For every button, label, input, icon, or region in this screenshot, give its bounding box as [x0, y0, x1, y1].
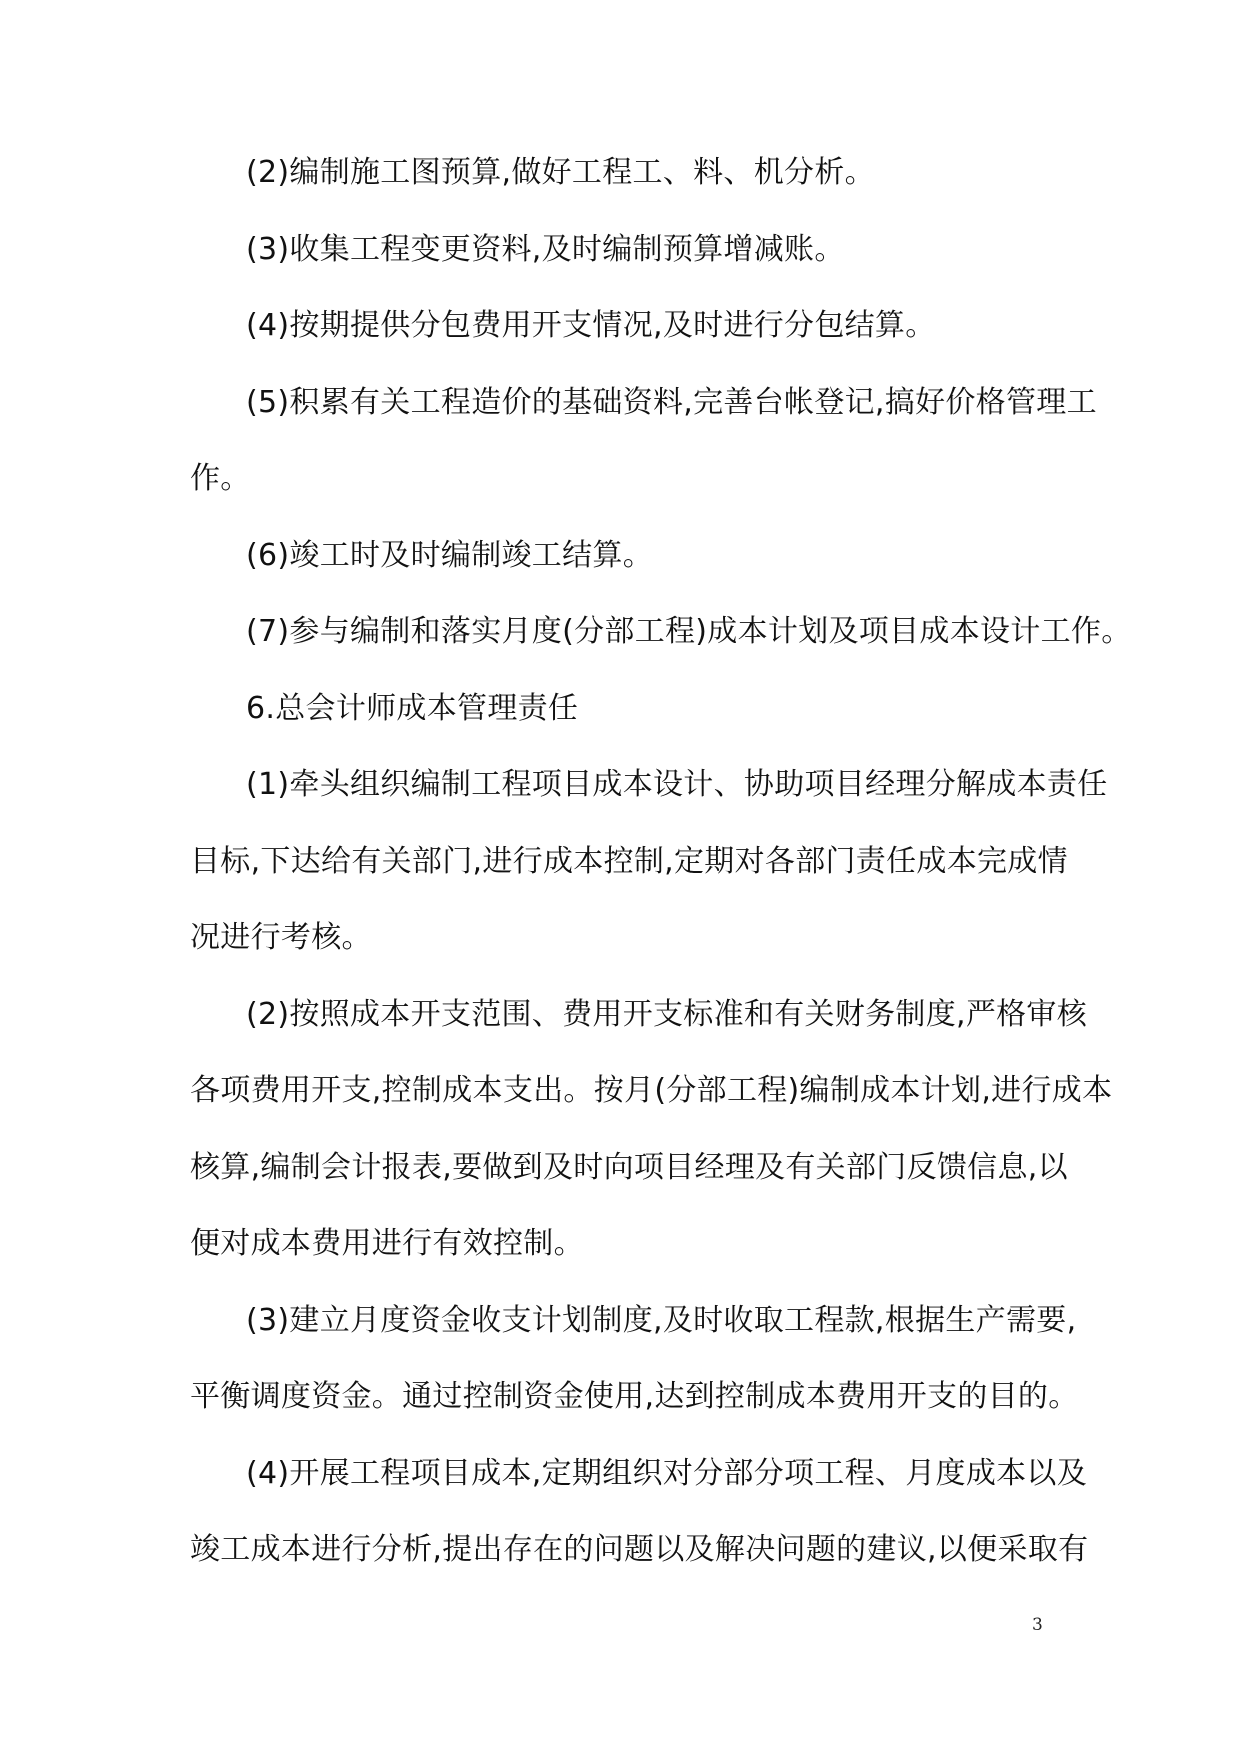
paragraph-line: 平衡调度资金。通过控制资金使用,达到控制成本费用开支的目的。 [190, 1379, 1079, 1414]
paragraph-line: 目标,下达给有关部门,进行成本控制,定期对各部门责任成本完成情 [190, 843, 1068, 879]
paragraph-line: (6)竣工时及时编制竣工结算。 [246, 537, 653, 573]
page-number: 3 [1032, 1615, 1043, 1635]
document-body [190, 145, 1132, 1599]
paragraph-line: (2)编制施工图预算,做好工程工、料、机分析。 [246, 155, 875, 190]
paragraph-line: 竣工成本进行分析,提出存在的问题以及解决问题的建议,以便采取有 [190, 1532, 1089, 1567]
paragraph-line: 便对成本费用进行有效控制。 [190, 1226, 584, 1261]
paragraph-line: (1)牵头组织编制工程项目成本设计、协助项目经理分解成本责任 [246, 767, 1108, 802]
paragraph-line: (7)参与编制和落实月度(分部工程)成本计划及项目成本设计工作。 [246, 614, 1132, 649]
paragraph-line: 核算,编制会计报表,要做到及时向项目经理及有关部门反馈信息,以 [190, 1149, 1068, 1185]
paragraph-line: 作。 [190, 461, 251, 496]
paragraph-line: 各项费用开支,控制成本支出。按月(分部工程)编制成本计划,进行成本 [190, 1073, 1113, 1108]
section-heading: 6.总会计师成本管理责任 [246, 690, 579, 726]
paragraph-line: (4)按期提供分包费用开支情况,及时进行分包结算。 [246, 308, 936, 343]
paragraph-line: (3)建立月度资金收支计划制度,及时收取工程款,根据生产需要, [246, 1302, 1077, 1338]
paragraph-line: (5)积累有关工程造价的基础资料,完善台帐登记,搞好价格管理工 [246, 384, 1097, 420]
paragraph-line: (2)按照成本开支范围、费用开支标准和有关财务制度,严格审核 [246, 996, 1088, 1032]
paragraph-line: (4)开展工程项目成本,定期组织对分部分项工程、月度成本以及 [246, 1455, 1088, 1491]
paragraph-line: 况进行考核。 [190, 920, 372, 955]
paragraph-line: (3)收集工程变更资料,及时编制预算增减账。 [246, 231, 845, 267]
